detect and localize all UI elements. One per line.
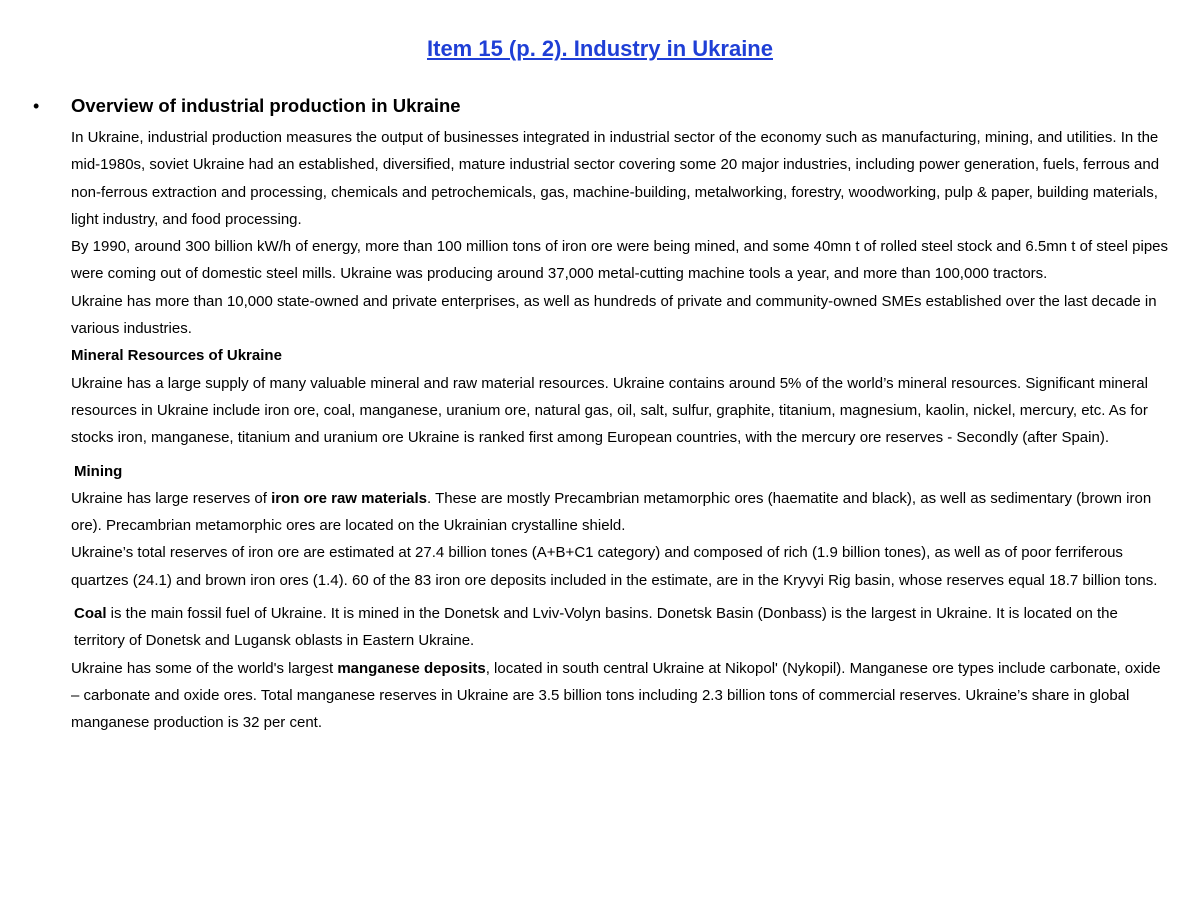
paragraph-industrial-production: In Ukraine, industrial production measures the output of businesses integrated in industrial sector of the economy such as manufacturing, mining, and utilities. In the mid-1980s, soviet Ukraine had an established, diversified, mature industrial sector covering some 20 major industries, including power generation, fuels, ferrous and non-ferrous extraction and processing, chemicals and petrochemicals, gas, machine-building, metalworking, forestry, woodworking, pulp & paper, building materials, light industry, and food processing. xyxy=(71,129,1160,228)
title-link[interactable]: Item 15 (p. 2). Industry in Ukraine xyxy=(427,36,773,61)
paragraph-manganese xyxy=(71,655,1171,737)
manganese-intro: Ukraine has some of the world's largest xyxy=(71,659,338,677)
coal-keyword: Coal xyxy=(74,605,107,623)
paragraph-1990-output: By 1990, around 300 billion kW/h of energy, more than 100 million tons of iron ore were being mined, and some 40mn t of rolled steel stock and 6.5mn t of steel pipes were coming out of domestic steel mills. Ukraine was producing around 37,000 metal-cutting machine tools a year, and more than 100,000 tractors. xyxy=(71,238,1169,283)
paragraph-iron-ore xyxy=(71,485,1171,540)
iron-ore-keyword: iron ore raw materials xyxy=(271,489,427,507)
coal-rest: is the main fossil fuel of Ukraine. It is mined in the Donetsk and Lviv-Volyn basins. Donetsk Basin (Donbass) is the largest in Ukraine. It is located on the territory of Donetsk and Lugansk oblasts in Eastern Ukraine. xyxy=(74,605,1118,650)
page-title xyxy=(0,34,1200,64)
bullet-marker: • xyxy=(33,96,40,116)
manganese-rest: , located in south central Ukraine at Nikopol' (Nykopil). Manganese ore types include carbonate, oxide – carbonate and oxide ores. Total manganese reserves in Ukraine are 3.5 billion tons including 2.3 billion tons of commercial reserves. Ukraine’s share in global manganese production is 32 per cent. xyxy=(71,659,1161,732)
manganese-keyword: manganese deposits xyxy=(337,659,486,677)
mineral-resources-heading: Mineral Resources of Ukraine xyxy=(71,347,282,365)
iron-ore-rest: . These are mostly Precambrian metamorphic ores (haematite and black), as well as sedimentary (brown iron ore). Precambrian metamorphic ores are located on the Ukrainian crystalline shield. xyxy=(71,489,1152,535)
paragraph-enterprises: Ukraine has more than 10,000 state-owned and private enterprises, as well as hundreds of private and community-owned SMEs established over the last decade in various industries. xyxy=(71,292,1157,338)
mining-heading: Mining xyxy=(74,462,123,480)
paragraph-mineral-resources: Ukraine has a large supply of many valuable mineral and raw material resources. Ukraine contains around 5% of the world’s mineral resources. Significant mineral resources in Ukraine include iron ore, coal, manganese, uranium ore, natural gas, oil, salt, sulfur, graphite, titanium, magnesium, kaolin, nickel, mercury, etc. As for stocks iron, manganese, titanium and uranium ore Ukraine is ranked first among European countries, with the mercury ore reserves - Secondly (after Spain). xyxy=(71,374,1148,447)
document-body xyxy=(71,124,1171,737)
paragraph-iron-ore-reserves: Ukraine’s total reserves of iron ore are estimated at 27.4 billion tones (A+B+C1 category) and composed of rich (1.9 billion tones), as well as of poor ferriferous quartzes (24.1) and brown iron ores (1.4). 60 of the 83 iron ore deposits included in the estimate, are in the Kryvyi Rig basin, whose reserves equal 18.7 billion tons. xyxy=(71,544,1158,589)
section-heading: Overview of industrial production in Ukraine xyxy=(71,95,461,116)
iron-ore-intro: Ukraine has large reserves of xyxy=(71,489,272,507)
paragraph-coal xyxy=(71,600,1171,655)
